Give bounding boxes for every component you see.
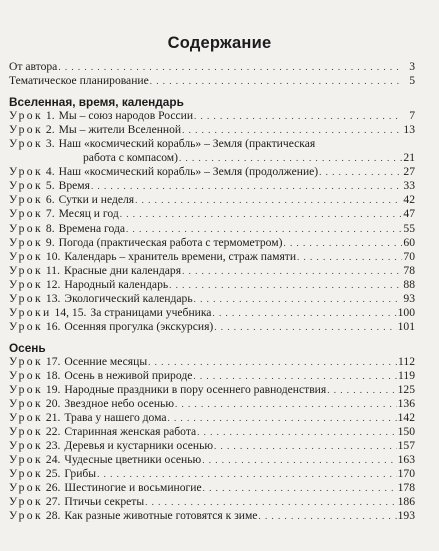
lesson-word: Урок (9, 263, 44, 277)
lesson-word: Урок (9, 221, 44, 235)
lesson-title: Мы – жители Вселенной (58, 123, 182, 137)
lesson-word: Урок (9, 397, 44, 411)
page-number: 13 (403, 123, 415, 137)
page-number: 88 (403, 277, 415, 291)
lesson-number: 11. (45, 263, 60, 277)
lesson-number: 22. (45, 425, 61, 439)
page-number: 100 (397, 305, 415, 319)
page-number: 33 (403, 179, 415, 193)
page-number: 3 (409, 60, 415, 73)
table-of-contents (9, 60, 415, 524)
entry-label (9, 165, 318, 179)
dot-leader (120, 207, 402, 221)
lesson-title: Времена года (58, 221, 126, 235)
entry-label (9, 509, 257, 523)
lesson-word: Урок (9, 319, 44, 333)
entry-label (9, 264, 181, 278)
lesson-title: Трава у нашего дома (64, 411, 167, 425)
lesson-number: 7. (45, 207, 55, 221)
page-number: 186 (397, 495, 415, 509)
page-number: 27 (403, 165, 415, 179)
lesson-word: Уроки (9, 305, 52, 319)
dot-leader (179, 151, 402, 165)
page-number: 7 (409, 109, 415, 123)
page-number: 55 (403, 221, 415, 235)
toc-entry (9, 320, 415, 334)
entry-label (9, 355, 147, 369)
page-number: 125 (397, 383, 415, 397)
toc-entry (9, 165, 415, 179)
dot-leader (58, 60, 402, 74)
entry-label (9, 292, 193, 306)
lesson-number: 26. (45, 481, 61, 495)
lesson-number: 21. (45, 411, 61, 425)
lesson-number: 17. (45, 354, 61, 368)
lesson-word: Урок (9, 439, 44, 453)
page-number: 78 (403, 263, 415, 277)
dot-leader (182, 264, 402, 278)
entry-label (9, 383, 326, 397)
lesson-number: 18. (45, 368, 61, 382)
page-number: 119 (398, 368, 415, 382)
toc-entry (9, 278, 415, 292)
toc-entry (9, 383, 415, 397)
entry-label (9, 222, 125, 236)
toc-entry (9, 292, 415, 306)
dot-leader (297, 250, 402, 264)
toc-entry (9, 453, 415, 467)
entry-label (9, 278, 168, 292)
entry-label (9, 137, 315, 151)
entry-label (9, 123, 181, 137)
page-number: 21 (403, 151, 415, 165)
toc-entry (9, 222, 415, 236)
entry-label (9, 425, 196, 439)
lesson-word: Урок (9, 291, 44, 305)
dot-leader (91, 179, 402, 193)
entry-label (9, 467, 96, 481)
entry-label: От автора (9, 60, 58, 73)
dot-leader (194, 292, 402, 306)
lesson-title: За страницами учебника (90, 305, 212, 319)
lesson-number: 9. (45, 235, 55, 249)
lesson-title: Чудесные цветники осенью (64, 453, 202, 467)
lesson-word: Урок (9, 123, 44, 137)
page-number: 136 (397, 397, 415, 411)
page-number: 101 (397, 319, 415, 333)
dot-leader (214, 439, 397, 453)
entry-label (9, 250, 296, 264)
lesson-title-continuation: работа с компасом) (83, 151, 179, 165)
dot-leader (203, 481, 397, 495)
page-number: 112 (398, 354, 415, 368)
lesson-word: Урок (9, 165, 44, 179)
lesson-word: Урок (9, 383, 44, 397)
lesson-title: Экологический календарь (64, 291, 193, 305)
entry-label (9, 193, 134, 207)
toc-entry (9, 509, 415, 523)
toc-entry (9, 411, 415, 425)
lesson-number: 23. (45, 439, 61, 453)
lesson-word: Урок (9, 368, 44, 382)
lesson-word: Урок (9, 411, 44, 425)
dot-leader (175, 397, 397, 411)
dot-leader (145, 495, 396, 509)
lesson-number: 20. (45, 397, 61, 411)
page-number: 47 (403, 207, 415, 221)
lesson-word: Урок (9, 193, 44, 207)
dot-leader (168, 411, 397, 425)
toc-entry (9, 495, 415, 509)
toc-entry (9, 439, 415, 453)
lesson-number: 4. (45, 165, 55, 179)
entry-label (9, 453, 201, 467)
dot-leader (126, 222, 402, 236)
entry-label: Тематическое планирование (9, 74, 149, 88)
toc-entry (9, 355, 415, 369)
lesson-number: 13. (45, 291, 61, 305)
dot-leader (97, 467, 397, 481)
toc-entry (9, 123, 415, 137)
section-heading-universe: Вселенная, время, календарь (9, 95, 184, 110)
lesson-title: Мы – союз народов России (58, 109, 194, 123)
entry-label (9, 397, 174, 411)
lesson-word: Урок (9, 249, 44, 263)
entry-label (9, 207, 119, 221)
lesson-title: Деревья и кустарники осенью (64, 439, 214, 453)
toc-entry (9, 481, 415, 495)
toc-entry-continuation (9, 151, 415, 165)
lesson-word: Урок (9, 137, 44, 151)
dot-leader (319, 165, 402, 179)
lesson-word: Урок (9, 179, 44, 193)
lesson-number: 25. (45, 467, 61, 481)
toc-entry (9, 306, 415, 320)
lesson-title: Сутки и неделя (58, 193, 135, 207)
section-heading-autumn: Осень (9, 340, 46, 355)
page-number: 150 (397, 425, 415, 439)
toc-entry (9, 179, 415, 193)
lesson-word: Урок (9, 495, 44, 509)
lesson-word: Урок (9, 509, 44, 523)
entry-label (9, 320, 213, 334)
lesson-number: 19. (45, 383, 61, 397)
lesson-word: Урок (9, 277, 44, 291)
toc-entry (9, 397, 415, 411)
lesson-number: 10. (45, 249, 61, 263)
lesson-word: Урок (9, 453, 44, 467)
lesson-number: 27. (45, 495, 61, 509)
page-title: Содержание (167, 34, 272, 52)
toc-entry (9, 236, 415, 250)
lesson-number: 1. (45, 109, 55, 123)
toc-entry (9, 264, 415, 278)
toc-entry (9, 207, 415, 221)
dot-leader (214, 320, 396, 334)
dot-leader (182, 123, 402, 137)
toc-entry (9, 109, 415, 123)
lesson-title: Календарь – хранитель времени, страж памяти (64, 249, 297, 263)
lesson-title: Звездное небо осенью (64, 397, 174, 411)
lesson-title: Птичьи секреты (64, 495, 145, 509)
page-number: 157 (397, 439, 415, 453)
entry-label (9, 439, 213, 453)
dot-leader (283, 236, 402, 250)
page-number: 70 (403, 249, 415, 263)
lesson-title: Осень в неживой природе (64, 368, 193, 382)
entry-label (9, 495, 144, 509)
lesson-number: 16. (45, 319, 61, 333)
lesson-title: Народные праздники в пору осеннего равноденствия (64, 383, 327, 397)
entry-label (9, 369, 192, 383)
lesson-number: 8. (45, 221, 55, 235)
dot-leader (193, 369, 397, 383)
toc-entry (9, 193, 415, 207)
lesson-title: Народный календарь (64, 277, 169, 291)
dot-leader (202, 453, 396, 467)
page-number: 42 (403, 193, 415, 207)
lesson-number: 12. (45, 277, 61, 291)
dot-leader (169, 278, 402, 292)
lesson-word: Урок (9, 235, 44, 249)
lesson-word: Урок (9, 354, 44, 368)
lesson-title: Время (58, 179, 90, 193)
entry-label (9, 306, 211, 320)
lesson-word: Урок (9, 481, 44, 495)
page-number: 170 (397, 467, 415, 481)
lesson-number: 28. (45, 509, 61, 523)
entry-label (9, 236, 282, 250)
toc-entry (9, 60, 415, 74)
toc-entry (9, 467, 415, 481)
entry-label (9, 481, 202, 495)
lesson-title: Наш «космический корабль» – Земля (практическая (58, 137, 316, 151)
lesson-title: Красные дни календаря (63, 263, 182, 277)
lesson-title: Старинная женская работа (64, 425, 197, 439)
lesson-title: Месяц и год (58, 207, 119, 221)
toc-entry (9, 137, 415, 151)
lesson-title: Погода (практическая работа с термометром) (58, 235, 283, 249)
lessons-list-universe (9, 109, 415, 334)
dot-leader (150, 74, 402, 88)
page-number: 60 (403, 235, 415, 249)
dot-leader (258, 509, 396, 523)
lesson-number: 3. (45, 137, 55, 151)
dot-leader (197, 425, 396, 439)
lesson-title: Осенняя прогулка (экскурсия) (64, 319, 214, 333)
entry-label (9, 179, 90, 193)
page-number: 5 (409, 74, 415, 88)
lesson-number: 6. (45, 193, 55, 207)
page-number: 93 (403, 291, 415, 305)
dot-leader (327, 383, 396, 397)
lesson-title: Наш «космический корабль» – Земля (продолжение) (58, 165, 319, 179)
dot-leader (212, 306, 396, 320)
lesson-title: Шестиногие и восьминогие (64, 481, 202, 495)
lesson-number: 2. (45, 123, 55, 137)
lesson-word: Урок (9, 467, 44, 481)
lesson-title: Грибы (64, 467, 97, 481)
dot-leader (135, 193, 402, 207)
page-number: 193 (397, 509, 415, 523)
dot-leader (194, 109, 402, 123)
lessons-list-autumn (9, 355, 415, 524)
entry-label (9, 109, 193, 123)
toc-entry (9, 369, 415, 383)
toc-entry (9, 425, 415, 439)
lesson-title: Как разные животные готовятся к зиме (64, 509, 258, 523)
lesson-number: 24. (45, 453, 61, 467)
entry-label (9, 411, 167, 425)
front-matter (9, 60, 415, 88)
page-number: 178 (397, 481, 415, 495)
lesson-title: Осенние месяцы (64, 354, 148, 368)
lesson-word: Урок (9, 207, 44, 221)
page-number: 163 (397, 453, 415, 467)
lesson-word: Урок (9, 425, 44, 439)
toc-entry (9, 250, 415, 264)
lesson-number: 5. (45, 179, 55, 193)
lesson-number: 14, 15. (54, 305, 87, 319)
toc-entry (9, 74, 415, 88)
lesson-word: Урок (9, 109, 44, 123)
dot-leader (148, 355, 397, 369)
page-number: 142 (397, 411, 415, 425)
